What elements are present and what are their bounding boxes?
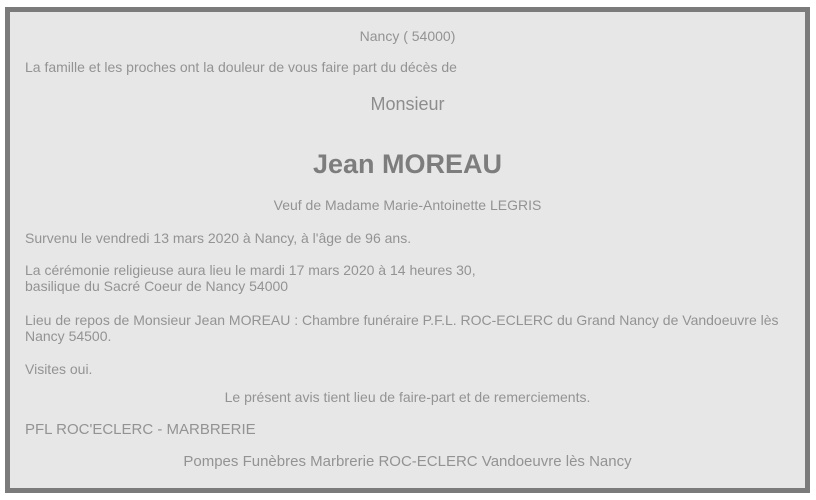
ceremony-lines [25,262,790,294]
repose-line: Lieu de repos de Monsieur Jean MOREAU : Chambre funéraire P.F.L. ROC-ECLERC du Grand Nancy de Vandoeuvre lès Nancy 54500. [25,312,779,344]
footer-line: Pompes Funèbres Marbrerie ROC-ECLERC Vandoeuvre lès Nancy [183,453,632,470]
spouse-line: Veuf de Madame Marie-Antoinette LEGRIS [273,197,542,213]
civility-title: Monsieur [370,94,445,114]
location-header: Nancy ( 54000) [359,28,456,44]
notice-line: Le présent avis tient lieu de faire-part et de remerciements. [224,389,591,405]
ceremony-line-1: La cérémonie religieuse aura lieu le mardi 17 mars 2020 à 14 heures 30, [25,262,476,278]
intro-line: La famille et les proches ont la douleur de vous faire part du décès de [25,59,457,75]
death-line: Survenu le vendredi 13 mars 2020 à Nancy, à l'âge de 96 ans. [25,230,412,246]
obituary-card [5,7,810,493]
deceased-name: Jean MOREAU [312,149,503,179]
ceremony-line-2: basilique du Sacré Coeur de Nancy 54000 [25,278,289,294]
funeral-home-name: PFL ROC'ECLERC - MARBRERIE [25,421,256,438]
visits-line: Visites oui. [25,361,93,377]
obituary-content [10,12,805,470]
